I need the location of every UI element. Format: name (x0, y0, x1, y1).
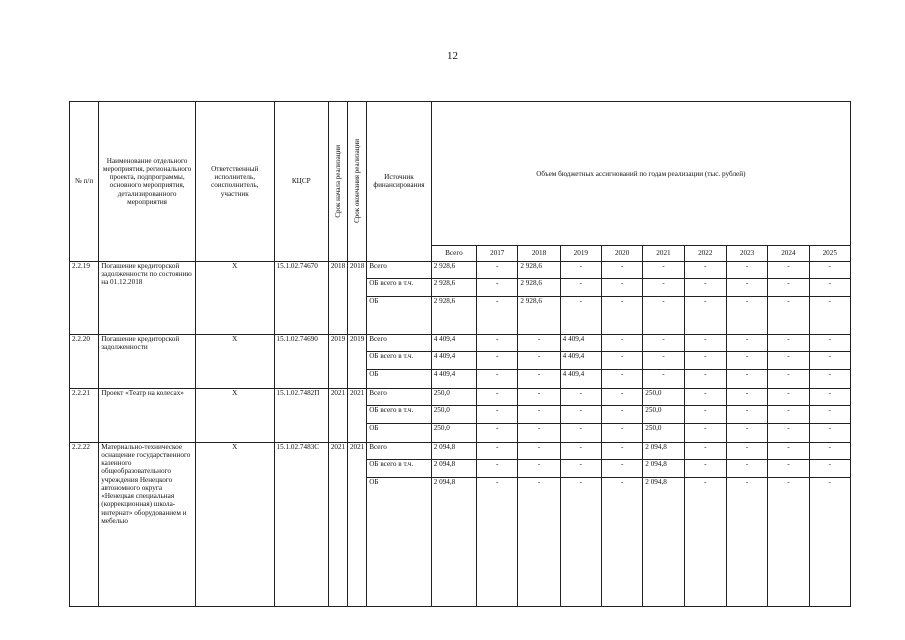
year-header: 2018 (518, 246, 560, 261)
value-cell: 2 094,8 (643, 442, 684, 460)
funding-source: ОБ (367, 477, 431, 606)
value-cell: - (601, 442, 642, 460)
value-cell: - (643, 279, 684, 297)
funding-source: ОБ всего в т.ч. (367, 279, 431, 297)
header-kcsr: КЦСР (274, 102, 328, 262)
value-cell: - (560, 406, 601, 424)
value-cell: - (601, 334, 642, 352)
value-cell: - (477, 352, 518, 370)
header-end (348, 102, 367, 262)
value-cell: - (726, 279, 767, 297)
value-cell: - (560, 423, 601, 442)
value-cell: - (601, 279, 642, 297)
value-cell: - (684, 352, 726, 370)
value-cell: - (601, 460, 642, 478)
funding-source: ОБ всего в т.ч. (367, 406, 431, 424)
value-cell: - (684, 442, 726, 460)
value-cell: - (726, 442, 767, 460)
value-cell: 250,0 (643, 388, 684, 406)
value-cell: - (809, 279, 850, 297)
value-cell: - (768, 352, 809, 370)
value-cell: - (601, 369, 642, 388)
value-cell: - (518, 369, 560, 388)
value-cell: - (560, 261, 601, 279)
budget-table (69, 101, 851, 607)
item-kcsr: 15.1.02.74690 (274, 334, 328, 388)
value-cell: - (684, 279, 726, 297)
item-responsible: Х (195, 442, 274, 606)
value-cell: - (726, 477, 767, 606)
value-cell: - (726, 334, 767, 352)
value-cell: - (643, 369, 684, 388)
funding-source: Всего (367, 442, 431, 460)
value-cell: - (809, 423, 850, 442)
value-cell: - (643, 296, 684, 334)
value-cell: - (477, 334, 518, 352)
item-kcsr: 15.1.02.74670 (274, 261, 328, 334)
value-cell: - (518, 442, 560, 460)
value-cell: - (684, 388, 726, 406)
value-cell: - (768, 334, 809, 352)
value-cell: 250,0 (643, 423, 684, 442)
value-cell: - (560, 296, 601, 334)
item-end: 2021 (348, 388, 367, 442)
table-row (70, 442, 851, 460)
item-end: 2018 (348, 261, 367, 334)
value-cell: - (809, 334, 850, 352)
item-start: 2019 (328, 334, 347, 388)
value-cell: - (518, 423, 560, 442)
header-start-label: Срок начала реализации (333, 145, 342, 218)
item-start: 2021 (328, 442, 347, 606)
value-cell: - (601, 388, 642, 406)
value-cell: - (684, 460, 726, 478)
value-cell: - (477, 369, 518, 388)
value-cell: - (477, 442, 518, 460)
value-cell: - (768, 460, 809, 478)
value-cell: - (809, 352, 850, 370)
header-responsible: Ответственный исполнитель, соисполнитель, участник (195, 102, 274, 262)
value-cell: - (809, 261, 850, 279)
item-name: Погашение кредиторской задолженности по состоянию на 01.12.2018 (99, 261, 196, 334)
value-cell: - (684, 423, 726, 442)
item-end: 2019 (348, 334, 367, 388)
year-header: 2023 (726, 246, 767, 261)
value-cell: 250,0 (643, 406, 684, 424)
value-cell: - (809, 460, 850, 478)
value-cell: - (601, 352, 642, 370)
value-cell: 2 094,8 (431, 477, 476, 606)
value-cell: - (726, 423, 767, 442)
header-volume: Объем бюджетных ассигнований по годам реализации (тыс. рублей) (431, 102, 850, 246)
value-cell: - (601, 261, 642, 279)
header-start (328, 102, 347, 262)
value-cell: - (684, 261, 726, 279)
item-kcsr: 15.1.02.7483С (274, 442, 328, 606)
value-cell: - (684, 406, 726, 424)
value-cell: - (726, 369, 767, 388)
item-start: 2021 (328, 388, 347, 442)
value-cell: - (560, 279, 601, 297)
value-cell: - (518, 334, 560, 352)
value-cell: 4 409,4 (560, 352, 601, 370)
table-row (70, 261, 851, 279)
value-cell: 4 409,4 (560, 334, 601, 352)
year-header: Всего (431, 246, 476, 261)
value-cell: - (601, 296, 642, 334)
value-cell: - (684, 334, 726, 352)
value-cell: - (809, 388, 850, 406)
value-cell: - (477, 423, 518, 442)
value-cell: 2 928,6 (518, 296, 560, 334)
value-cell: - (643, 261, 684, 279)
value-cell: - (726, 261, 767, 279)
funding-source: ОБ (367, 369, 431, 388)
item-start: 2018 (328, 261, 347, 334)
item-num: 2.2.20 (70, 334, 99, 388)
item-num: 2.2.22 (70, 442, 99, 606)
value-cell: 250,0 (431, 423, 476, 442)
value-cell: 250,0 (431, 406, 476, 424)
value-cell: - (726, 296, 767, 334)
value-cell: - (726, 460, 767, 478)
value-cell: - (477, 406, 518, 424)
value-cell: - (768, 261, 809, 279)
funding-source: Всего (367, 388, 431, 406)
year-header: 2021 (643, 246, 684, 261)
year-header: 2022 (684, 246, 726, 261)
funding-source: ОБ всего в т.ч. (367, 460, 431, 478)
value-cell: - (768, 296, 809, 334)
value-cell: - (601, 477, 642, 606)
value-cell: - (518, 352, 560, 370)
item-num: 2.2.21 (70, 388, 99, 442)
value-cell: - (768, 442, 809, 460)
value-cell: - (768, 477, 809, 606)
value-cell: 2 928,6 (431, 279, 476, 297)
value-cell: - (477, 279, 518, 297)
value-cell: - (809, 296, 850, 334)
funding-source: ОБ (367, 296, 431, 334)
value-cell: 2 094,8 (643, 477, 684, 606)
value-cell: 4 409,4 (431, 352, 476, 370)
value-cell: 2 928,6 (518, 279, 560, 297)
funding-source: Всего (367, 261, 431, 279)
value-cell: - (477, 261, 518, 279)
item-responsible: Х (195, 388, 274, 442)
value-cell: - (477, 388, 518, 406)
value-cell: - (477, 460, 518, 478)
header-name: Наименование отдельного мероприятия, регионального проекта, подпрограммы, основного мероприятия, детализированного мероприятия (99, 102, 196, 262)
value-cell: - (768, 423, 809, 442)
value-cell: 2 928,6 (518, 261, 560, 279)
value-cell: - (684, 296, 726, 334)
item-name: Материально-техническое оснащение государственного казенного общеобразовательного учреждения Ненецкого автономного округа «Ненецкая специальная (коррекционная) школа-интернат» оборудованием и мебелью (99, 442, 196, 606)
funding-source: ОБ всего в т.ч. (367, 352, 431, 370)
value-cell: - (809, 369, 850, 388)
value-cell: - (518, 477, 560, 606)
table-row (70, 334, 851, 352)
page-number: 12 (447, 50, 458, 62)
value-cell: 2 928,6 (431, 296, 476, 334)
value-cell: - (477, 296, 518, 334)
value-cell: - (518, 388, 560, 406)
item-name: Проект «Театр на колесах» (99, 388, 196, 442)
value-cell: - (518, 460, 560, 478)
header-num: № п/п (70, 102, 99, 262)
header-source: Источник финансирования (367, 102, 431, 262)
value-cell: - (726, 388, 767, 406)
item-num: 2.2.19 (70, 261, 99, 334)
value-cell: 2 094,8 (431, 460, 476, 478)
value-cell: 250,0 (431, 388, 476, 406)
value-cell: - (684, 477, 726, 606)
value-cell: - (809, 406, 850, 424)
funding-source: ОБ (367, 423, 431, 442)
value-cell: - (477, 477, 518, 606)
value-cell: - (643, 352, 684, 370)
value-cell: 2 094,8 (431, 442, 476, 460)
value-cell: - (726, 406, 767, 424)
year-header: 2025 (809, 246, 850, 261)
value-cell: - (768, 406, 809, 424)
value-cell: - (809, 477, 850, 606)
item-name: Погашение кредиторской задолженности (99, 334, 196, 388)
value-cell: 4 409,4 (431, 334, 476, 352)
item-responsible: Х (195, 334, 274, 388)
value-cell: - (726, 352, 767, 370)
value-cell: - (518, 406, 560, 424)
year-header: 2024 (768, 246, 809, 261)
value-cell: - (768, 279, 809, 297)
item-kcsr: 15.1.02.7482П (274, 388, 328, 442)
item-responsible: Х (195, 261, 274, 334)
item-end: 2021 (348, 442, 367, 606)
value-cell: - (601, 406, 642, 424)
value-cell: - (684, 369, 726, 388)
value-cell: - (560, 477, 601, 606)
value-cell: 4 409,4 (560, 369, 601, 388)
value-cell: - (560, 442, 601, 460)
value-cell: 2 928,6 (431, 261, 476, 279)
value-cell: - (560, 388, 601, 406)
value-cell: - (768, 369, 809, 388)
year-header: 2019 (560, 246, 601, 261)
year-header: 2017 (477, 246, 518, 261)
value-cell: - (643, 334, 684, 352)
value-cell: - (768, 388, 809, 406)
value-cell: 2 094,8 (643, 460, 684, 478)
value-cell: - (809, 442, 850, 460)
table-row (70, 388, 851, 406)
value-cell: - (601, 423, 642, 442)
value-cell: - (560, 460, 601, 478)
funding-source: Всего (367, 334, 431, 352)
header-end-label: Срок окончания реализации (353, 139, 362, 224)
value-cell: 4 409,4 (431, 369, 476, 388)
header-row (70, 102, 851, 246)
year-header: 2020 (601, 246, 642, 261)
